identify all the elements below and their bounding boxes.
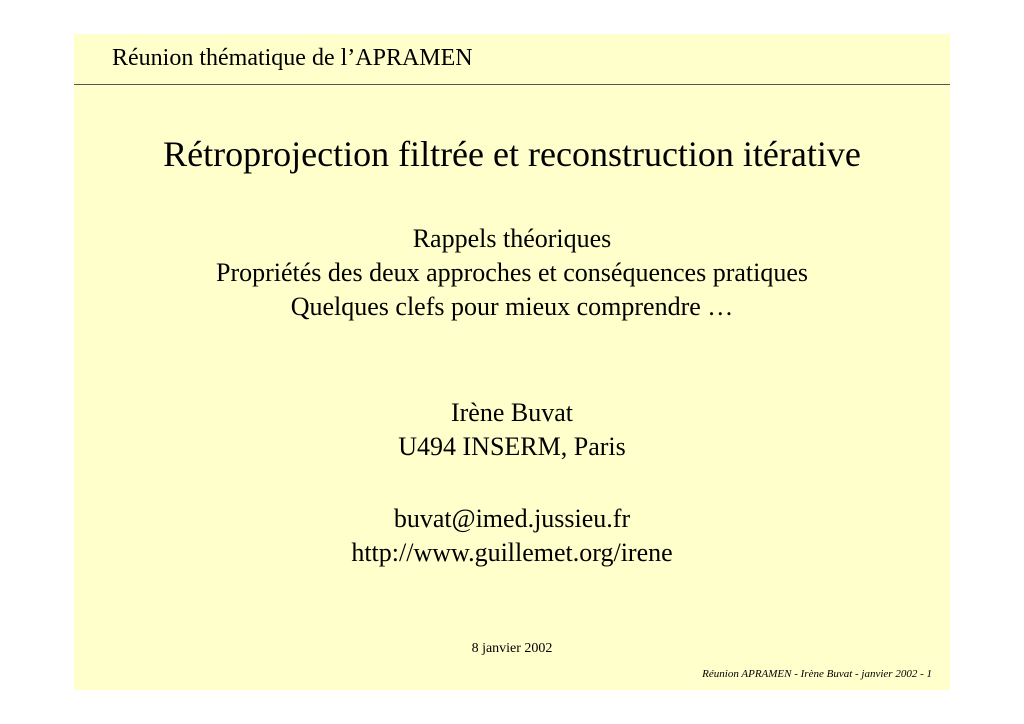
slide-date: 8 janvier 2002: [471, 641, 553, 656]
author-affiliation: U494 INSERM, Paris: [398, 432, 626, 461]
slide: [74, 34, 950, 690]
header-title: Réunion thématique de l’APRAMEN: [112, 45, 473, 71]
author-url: http://www.guillemet.org/irene: [351, 538, 673, 567]
subtitle-line-1: Rappels théoriques: [412, 224, 612, 253]
slide-title: Rétroprojection filtrée et reconstruction itérative: [163, 134, 861, 174]
slide-footer: Réunion APRAMEN - Irène Buvat - janvier 2002 - 1: [702, 668, 932, 680]
header-divider: [74, 84, 950, 85]
author-name: Irène Buvat: [450, 398, 573, 427]
author-email: buvat@imed.jussieu.fr: [393, 504, 631, 533]
subtitle-line-3: Quelques clefs pour mieux comprendre …: [290, 292, 734, 321]
subtitle-line-2: Propriétés des deux approches et conséquences pratiques: [215, 258, 809, 287]
